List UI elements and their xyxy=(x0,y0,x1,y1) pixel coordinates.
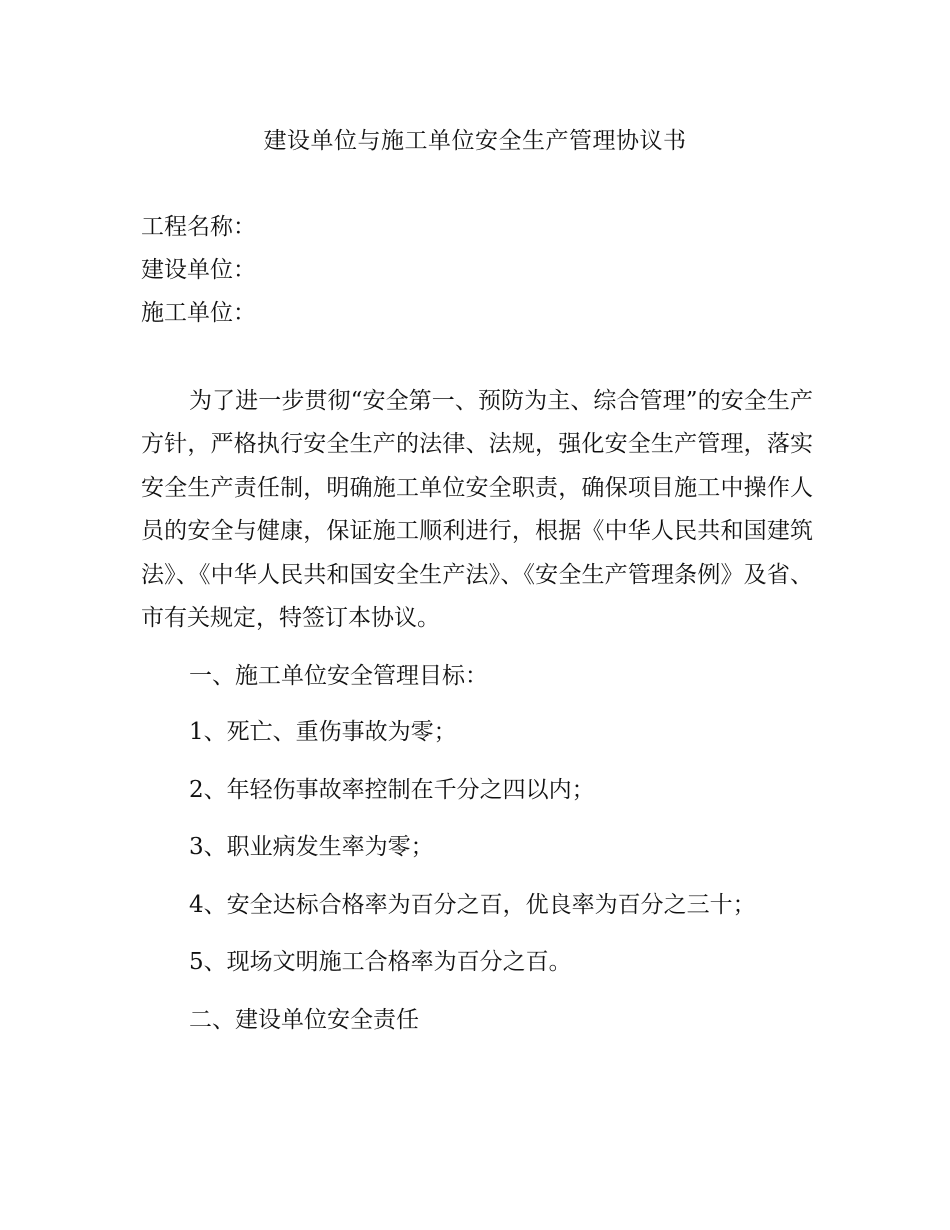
field-colon: ： xyxy=(233,300,256,326)
field-label: 建设单位 xyxy=(141,257,233,283)
section-heading-2: 二、建设单位安全责任 xyxy=(189,1007,419,1033)
section-heading-1: 一、施工单位安全管理目标： xyxy=(189,663,488,689)
intro-paragraph: 为了进一步贯彻“安全第一、预防为主、综合管理”的安全生产方针，严格执行安全生产的法律、法规，强化安全生产管理，落实安全生产责任制，明确施工单位安全职责，确保项目施工中操作人员的安全与健康，保证施工顺利进行，根据《中华人民共和国建筑法》、《中华人民共和国安全生产法》、《安全生产管理条例》及省、市有关规定，特签订本协议。 xyxy=(141,388,813,632)
field-label: 施工单位 xyxy=(141,300,233,326)
field-colon: ： xyxy=(233,257,256,283)
goal-item-2: 2、年轻伤事故率控制在千分之四以内； xyxy=(189,777,595,803)
goal-item-1: 1、死亡、重伤事故为零； xyxy=(189,719,457,745)
goal-item-5: 5、现场文明施工合格率为百分之百。 xyxy=(189,949,572,975)
field-contractor xyxy=(141,297,256,329)
field-colon: ： xyxy=(233,214,256,240)
goal-item-4: 4、安全达标合格率为百分之百，优良率为百分之三十； xyxy=(189,892,756,918)
field-label: 工程名称 xyxy=(141,214,233,240)
field-construction-owner xyxy=(141,254,256,286)
document-title: 建设单位与施工单位安全生产管理协议书 xyxy=(263,128,687,154)
field-project-name xyxy=(141,211,256,243)
goal-item-3: 3、职业病发生率为零； xyxy=(189,834,434,860)
